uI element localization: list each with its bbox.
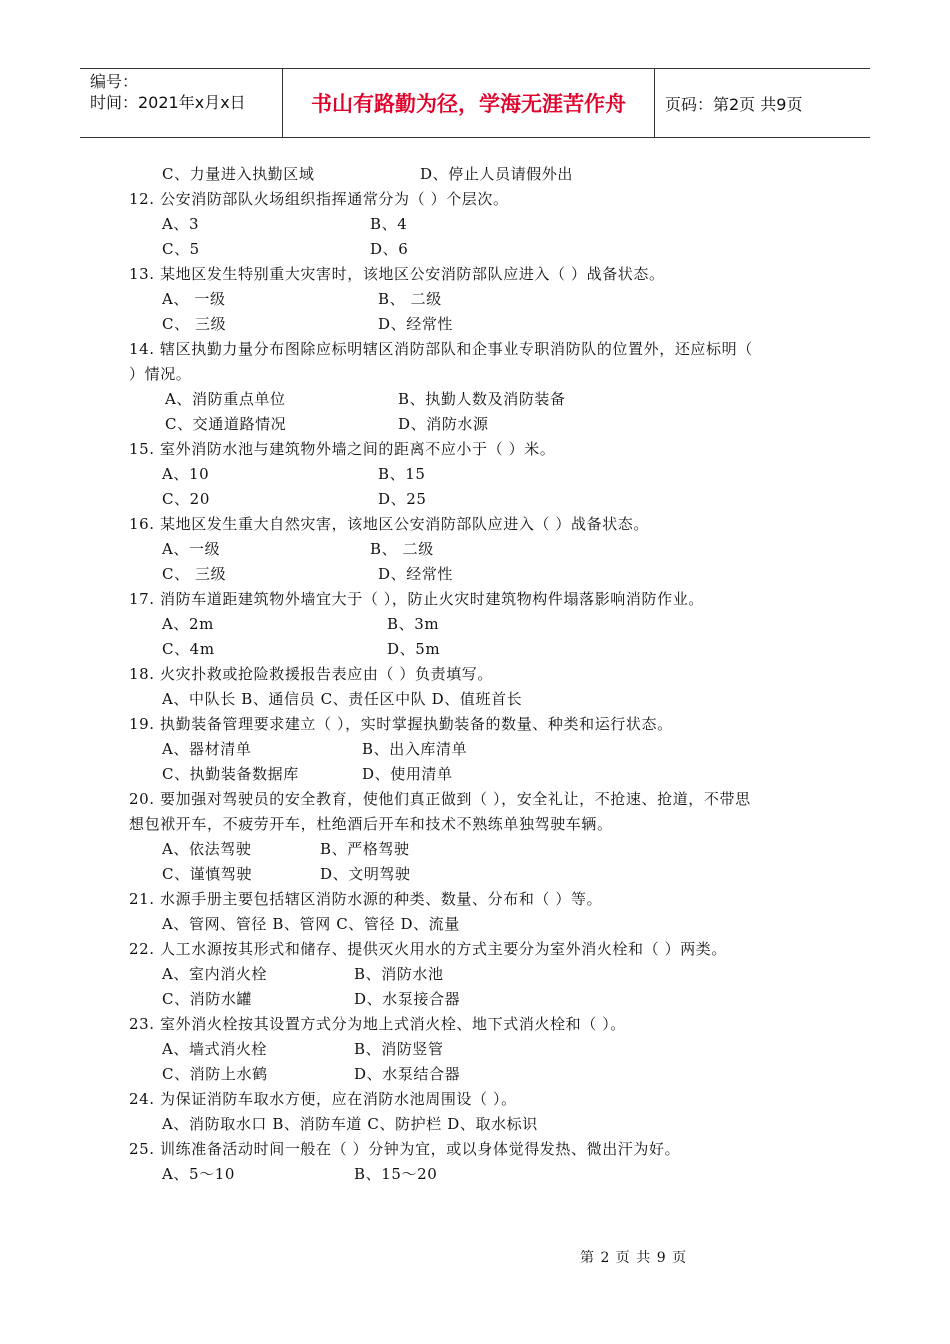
option-text: B、严格驾驶 [320,840,410,858]
question-text: ）情况。 [129,365,192,383]
option-text: B、3m [387,615,440,633]
option-text: B、15～20 [354,1165,438,1183]
option-text: B、 二级 [370,540,434,558]
option-text: A、10 [162,465,210,483]
question-text: 13. 某地区发生特别重大灾害时，该地区公安消防部队应进入（ ）战备状态。 [129,265,665,283]
option-text: B、4 [370,215,408,233]
option-text: B、消防竖管 [354,1040,444,1058]
option-text: D、25 [378,490,427,508]
option-text: C、谨慎驾驶 [162,865,253,883]
header-time-label: 时间：2021年x月x日 [90,93,246,112]
option-text: D、水泵接合器 [354,990,461,1008]
question-text: 想包袱开车，不疲劳开车，杜绝酒后开车和技术不熟练单独驾驶车辆。 [129,815,613,833]
option-text: C、消防水罐 [162,990,253,1008]
option-text: C、4m [162,640,215,658]
question-text: 17. 消防车道距建筑物外墙宜大于（ ），防止火灾时建筑物构件塌落影响消防作业。 [129,590,704,608]
option-text: A、管网、管径 B、管网 C、管径 D、流量 [162,915,460,933]
option-text: B、出入库清单 [362,740,468,758]
option-text: A、一级 [162,540,221,558]
option-text: C、5 [162,240,200,258]
option-text: B、 二级 [378,290,442,308]
option-text: A、 一级 [162,290,226,308]
question-text: 23. 室外消火栓按其设置方式分为地上式消火栓、地下式消火栓和（ ）。 [129,1015,626,1033]
option-text: C、20 [162,490,210,508]
question-text: 18. 火灾扑救或抢险救援报告表应由（ ）负责填写。 [129,665,493,683]
option-text: D、经常性 [378,315,454,333]
question-text: 15. 室外消防水池与建筑物外墙之间的距离不应小于（ ）米。 [129,440,556,458]
option-text: D、经常性 [378,565,454,583]
question-text: 21. 水源手册主要包括辖区消防水源的种类、数量、分布和（ ）等。 [129,890,603,908]
question-text: 19. 执勤装备管理要求建立（ ），实时掌握执勤装备的数量、种类和运行状态。 [129,715,673,733]
option-text: C、力量进入执勤区域 [162,165,315,183]
option-text: A、中队长 B、通信员 C、责任区中队 D、值班首长 [162,690,523,708]
option-text: C、 三级 [162,315,227,333]
option-text: A、消防取水口 B、消防车道 C、防护栏 D、取水标识 [162,1115,538,1133]
option-text: A、器材清单 [162,740,252,758]
header-motto: 书山有路勤为径，学海无涯苦作舟 [283,69,655,137]
header-page-info: 页码：第2页 共9页 [665,94,803,114]
header-number-label: 编号： [90,72,139,91]
question-text: 14. 辖区执勤力量分布图除应标明辖区消防部队和企事业专职消防队的位置外，还应标明（ [129,340,753,358]
option-text: B、执勤人数及消防装备 [398,390,566,408]
footer-page-number: 第 2 页 共 9 页 [580,1250,688,1266]
option-text: A、5～10 [162,1165,236,1183]
option-text: D、文明驾驶 [320,865,411,883]
option-text: A、3 [162,215,200,233]
question-text: 16. 某地区发生重大自然灾害，该地区公安消防部队应进入（ ）战备状态。 [129,515,649,533]
option-text: D、停止人员请假外出 [420,165,574,183]
option-text: D、5m [387,640,441,658]
option-text: A、2m [162,615,214,633]
option-text: A、消防重点单位 [165,390,286,408]
option-text: D、消防水源 [398,415,489,433]
option-text: C、 三级 [162,565,227,583]
option-text: D、使用清单 [362,765,453,783]
option-text: C、执勤装备数据库 [162,765,299,783]
option-text: B、消防水池 [354,965,444,983]
option-text: A、依法驾驶 [162,840,252,858]
option-text: B、15 [378,465,426,483]
question-text: 25. 训练准备活动时间一般在（ ）分钟为宜，或以身体觉得发热、微出汗为好。 [129,1140,681,1158]
question-text: 24. 为保证消防车取水方便，应在消防水池周围设（ ）。 [129,1090,517,1108]
question-text: 22. 人工水源按其形式和储存、提供灭火用水的方式主要分为室外消火栓和（ ）两类。 [129,940,727,958]
option-text: A、墙式消火栓 [162,1040,268,1058]
option-text: C、消防上水鹤 [162,1065,268,1083]
question-text: 20. 要加强对驾驶员的安全教育，使他们真正做到（ ），安全礼让，不抢速、抢道，不带思 [129,790,751,808]
option-text: D、6 [370,240,409,258]
option-text: D、水泵结合器 [354,1065,461,1083]
question-text: 12. 公安消防部队火场组织指挥通常分为（ ）个层次。 [129,190,509,208]
option-text: A、室内消火栓 [162,965,268,983]
option-text: C、交通道路情况 [165,415,287,433]
